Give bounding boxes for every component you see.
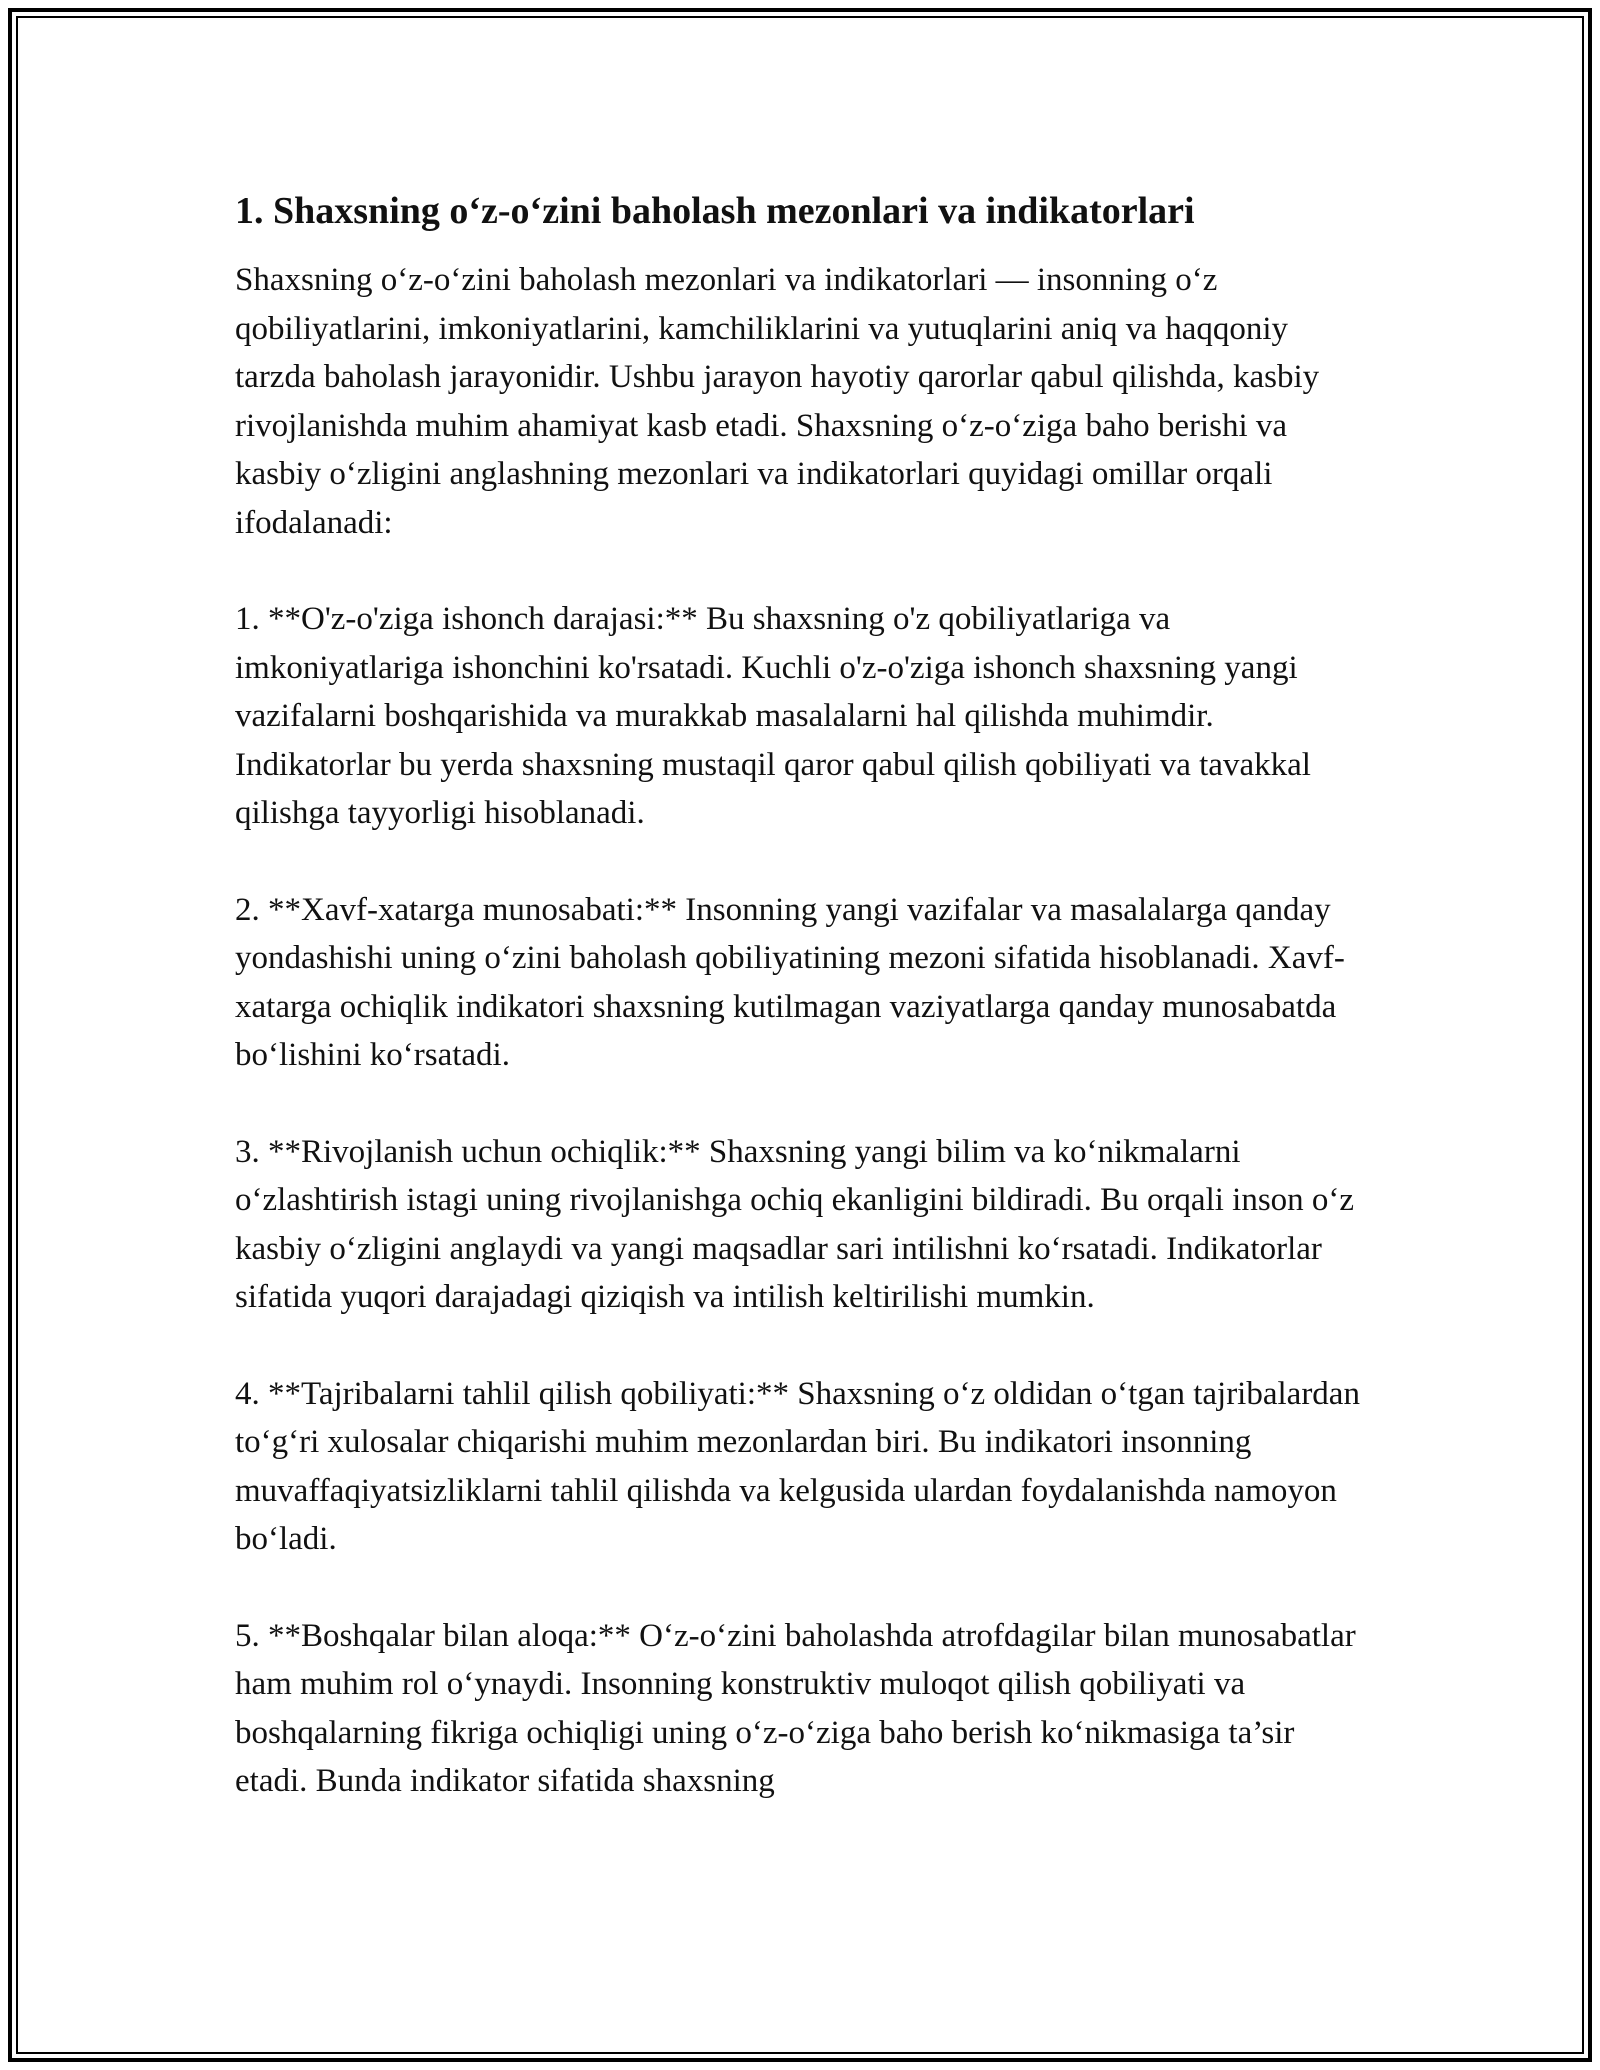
criterion-2-paragraph: 2. **Xavf-xatarga munosabati:** Insonning yangi vazifalar va masalalarga qanday yondashishi uning o‘zini baholash qobiliyatining mezoni sifatida hisoblanadi. Xavf-xatarga ochiqlik indikatori shaxsning kutilmagan vaziyatlarga qanday munosabatda bo‘lishini ko‘rsatadi.: [235, 891, 1345, 1073]
criterion-1-paragraph: 1. **O'z-o'ziga ishonch darajasi:** Bu shaxsning o'z qobiliyatlariga va imkoniyatlariga ishonchini ko'rsatadi. Kuchli o'z-o'ziga ishonch shaxsning yangi vazifalarni boshqarishida va murakkab masalalarni hal qilishda muhimdir. Indikatorlar bu yerda shaxsning mustaqil qaror qabul qilish qobiliyati va tavakkal qilishga tayyorligi hisoblanadi.: [235, 601, 1311, 831]
document-body: [235, 186, 1365, 1854]
section-heading: 1. Shaxsning o‘z-o‘zini baholash mezonlari va indikatorlari: [235, 190, 1195, 232]
intro-paragraph: Shaxsning o‘z-o‘zini baholash mezonlari va indikatorlari — insonning o‘z qobiliyatlarini, imkoniyatlarini, kamchiliklarini va yutuqlarini aniq va haqqoniy tarzda baholash jarayonidir. Ushbu jarayon hayotiy qarorlar qabul qilishda, kasbiy rivojlanishda muhim ahamiyat kasb etadi. Shaxsning o‘z-o‘ziga baho berishi va kasbiy o‘zligini anglashning mezonlari va indikatorlari quyidagi omillar orqali ifodalanadi:: [235, 262, 1320, 541]
criterion-4-paragraph: 4. **Tajribalarni tahlil qilish qobiliyati:** Shaxsning o‘z oldidan o‘tgan tajribalardan to‘g‘ri xulosalar chiqarishi muhim mezonlardan biri. Bu indikatori insonning muvaffaqiyatsizliklarni tahlil qilishda va kelgusida ulardan foydalanishda namoyon bo‘ladi.: [235, 1375, 1360, 1557]
criterion-3-paragraph: 3. **Rivojlanish uchun ochiqlik:** Shaxsning yangi bilim va ko‘nikmalarni o‘zlashtirish istagi uning rivojlanishga ochiq ekanligini bildiradi. Bu orqali inson o‘z kasbiy o‘zligini anglaydi va yangi maqsadlar sari intilishni ko‘rsatadi. Indikatorlar sifatida yuqori darajadagi qiziqish va intilish keltirilishi mumkin.: [235, 1133, 1355, 1315]
criterion-5-paragraph: 5. **Boshqalar bilan aloqa:** O‘z-o‘zini baholashda atrofdagilar bilan munosabatlar ham muhim rol o‘ynaydi. Insonning konstruktiv muloqot qilish qobiliyati va boshqalarning fikriga ochiqligi uning o‘z-o‘ziga baho berish ko‘nikmasiga ta’sir etadi. Bunda indikator sifatida shaxsning: [235, 1617, 1356, 1799]
